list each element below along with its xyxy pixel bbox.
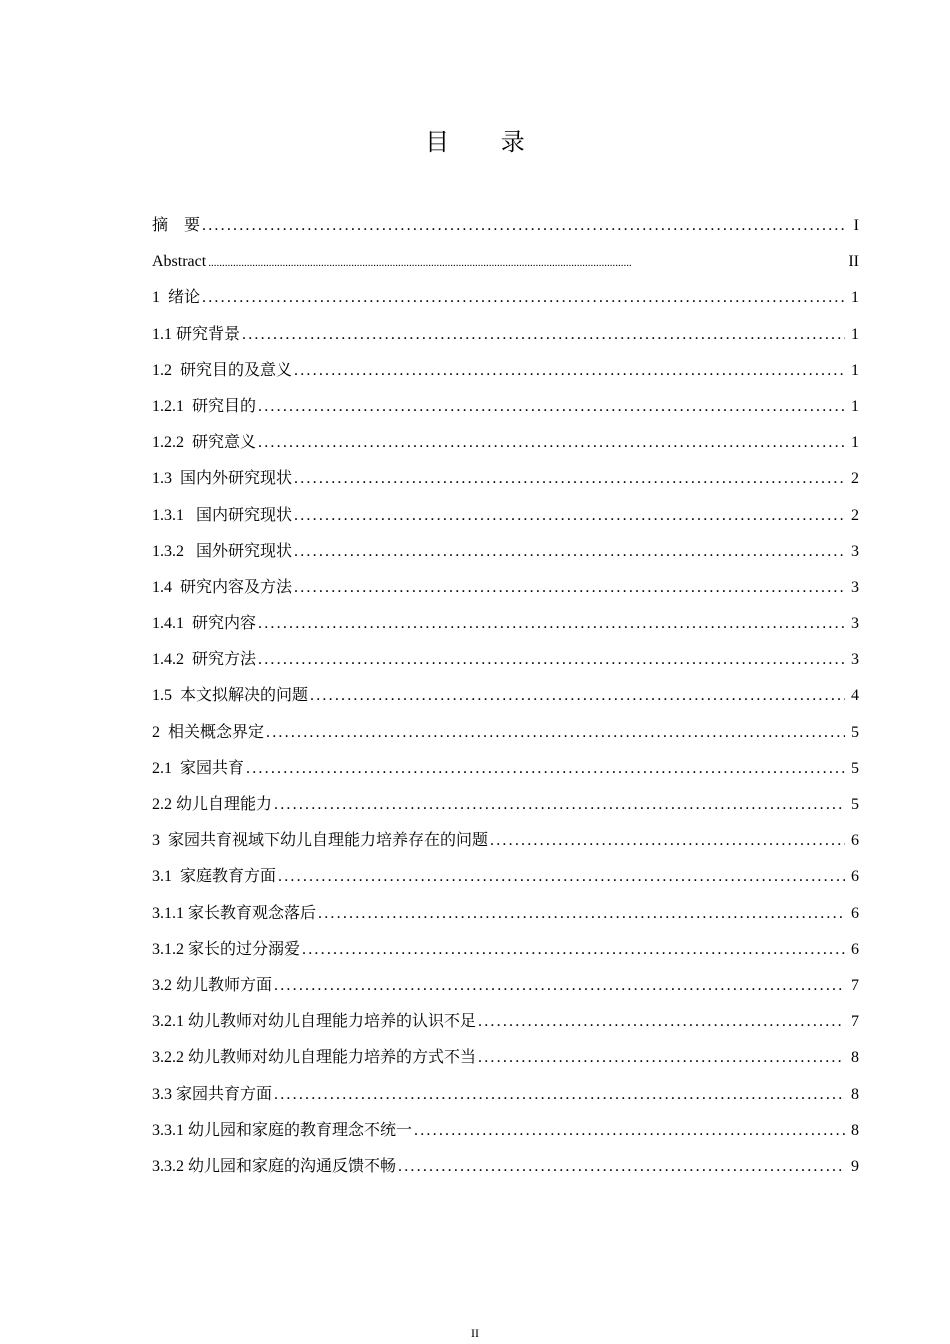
toc-entry[interactable] [152,606,859,642]
toc-entry-page: II [848,253,859,271]
toc-leader-dots [490,823,845,859]
toc-entry[interactable] [152,317,859,353]
toc-leader-dots [274,787,845,823]
toc-leader-dots [478,1004,845,1040]
toc-entry-label: 3 家园共育视域下幼儿自理能力培养存在的问题 [152,832,489,850]
toc-entry-label: 1.4.1 研究内容 [152,615,257,633]
toc-entry[interactable] [152,932,859,968]
toc-entry-page: 5 [851,796,859,813]
toc-entry-label: 3.3 家园共育方面 [152,1085,273,1103]
toc-leader-dots [208,245,844,281]
toc-entry-page: 2 [851,506,859,524]
toc-leader-dots [294,353,845,389]
toc-entry[interactable] [152,823,859,859]
toc-entry[interactable] [152,1113,859,1149]
toc-leader-dots [274,968,845,1004]
toc-leader-dots [258,606,845,642]
toc-leader-dots [258,389,845,425]
toc-entry-page: 8 [851,1049,859,1067]
toc-entry[interactable] [152,787,859,823]
toc-entry-page: 6 [851,904,859,922]
toc-entry-page: 9 [851,1157,859,1175]
toc-entry-label: 2 相关概念界定 [152,723,265,741]
toc-entry-page: 5 [851,723,859,741]
toc-entry[interactable] [152,570,859,606]
toc-entry-page: 8 [851,1121,859,1139]
toc-entry-page: 1 [851,361,859,379]
toc-leader-dots [266,715,845,751]
toc-leader-dots [478,1040,845,1076]
toc-entry[interactable] [152,1040,859,1076]
toc-entry-page: 3 [851,651,859,669]
toc-entry-label: 3.2 幼儿教师方面 [152,976,273,994]
toc-entry[interactable] [152,1077,859,1113]
toc-entry[interactable] [152,208,859,244]
toc-entry[interactable] [152,353,859,389]
toc-entry-label: 3.3.2 幼儿园和家庭的沟通反馈不畅 [152,1157,397,1175]
toc-leader-dots [294,461,845,497]
toc-leader-dots [414,1113,845,1149]
toc-entry-page: 5 [851,759,859,777]
toc-leader-dots [202,208,845,244]
toc-entry[interactable] [152,1149,859,1185]
toc-leader-dots [278,859,845,895]
toc-entry-label: 1.3 国内外研究现状 [152,470,293,488]
toc-entry-label: 1.1 研究背景 [152,325,241,343]
toc-title: 目 录 [425,128,547,156]
toc-entry[interactable] [152,280,859,316]
toc-entry[interactable] [152,678,859,714]
toc-entry-label: 摘 要 [152,217,201,234]
toc-entry-label: 2.1 家园共育 [152,759,245,777]
toc-entry-label: 1.4.2 研究方法 [152,651,257,669]
toc-entry-page: 7 [851,976,859,994]
toc-entry-page: 6 [851,832,859,850]
toc-entry-label: 1.3.2 国外研究现状 [152,542,293,560]
toc-entry-label: 3.1.2 家长的过分溺爱 [152,940,301,958]
toc-entry[interactable] [152,1004,859,1040]
toc-entry-label: 3.2.1 幼儿教师对幼儿自理能力培养的认识不足 [152,1013,477,1031]
toc-entry[interactable] [152,244,859,280]
toc-entry-label: 3.2.2 幼儿教师对幼儿自理能力培养的方式不当 [152,1049,477,1067]
toc-entry[interactable] [152,968,859,1004]
toc-leader-dots [258,425,845,461]
toc-entry-page: 1 [851,397,859,415]
toc-entry-page: 1 [851,325,859,343]
toc-entry-label: 1.5 本文拟解决的问题 [152,687,309,705]
toc-entry-page: 1 [851,434,859,452]
toc-entry-label: 3.3.1 幼儿园和家庭的教育理念不统一 [152,1121,413,1139]
toc-entry[interactable] [152,715,859,751]
toc-leader-dots [202,280,845,316]
toc-entry-label: Abstract [152,253,207,271]
toc-entry-label: 2.2 幼儿自理能力 [152,796,273,813]
toc-leader-dots [318,896,845,932]
toc-entry[interactable] [152,859,859,895]
toc-entry-label: 3.1 家庭教育方面 [152,868,277,886]
toc-leader-dots [258,642,845,678]
toc-entry-page: 6 [851,868,859,886]
toc-leader-dots [242,317,845,353]
toc-entry-page: I [853,217,859,234]
toc-entry-page: 2 [851,470,859,488]
toc-entry[interactable] [152,389,859,425]
toc-entry[interactable] [152,896,859,932]
toc-entry-page: 3 [851,578,859,596]
toc-leader-dots [294,534,845,570]
toc-entry-label: 1.3.1 国内研究现状 [152,506,293,524]
toc-entry[interactable] [152,425,859,461]
toc-entry-page: 7 [851,1013,859,1031]
toc-entry-label: 1.2.2 研究意义 [152,434,257,452]
toc-leader-dots [398,1149,845,1185]
toc-entry-label: 1.2 研究目的及意义 [152,361,293,379]
toc-entry[interactable] [152,498,859,534]
toc-entry[interactable] [152,751,859,787]
toc-entry-page: 3 [851,542,859,560]
toc-leader-dots [294,498,845,534]
toc-leader-dots [302,932,845,968]
table-of-contents [152,208,859,1185]
toc-leader-dots [294,570,845,606]
toc-entry-page: 6 [851,940,859,958]
toc-entry[interactable] [152,534,859,570]
toc-entry-label: 1.2.1 研究目的 [152,397,257,415]
page-number: II [471,1326,479,1340]
toc-entry-label: 3.1.1 家长教育观念落后 [152,904,317,922]
toc-entry-label: 1.4 研究内容及方法 [152,578,293,596]
toc-entry-page: 8 [851,1085,859,1103]
toc-entry[interactable] [152,642,859,678]
toc-leader-dots [246,751,845,787]
toc-entry-page: 1 [851,289,859,307]
toc-entry[interactable] [152,461,859,497]
toc-leader-dots [310,678,845,714]
toc-leader-dots [274,1077,845,1113]
toc-entry-page: 3 [851,615,859,633]
toc-entry-page: 4 [851,687,859,705]
toc-entry-label: 1 绪论 [152,289,201,307]
